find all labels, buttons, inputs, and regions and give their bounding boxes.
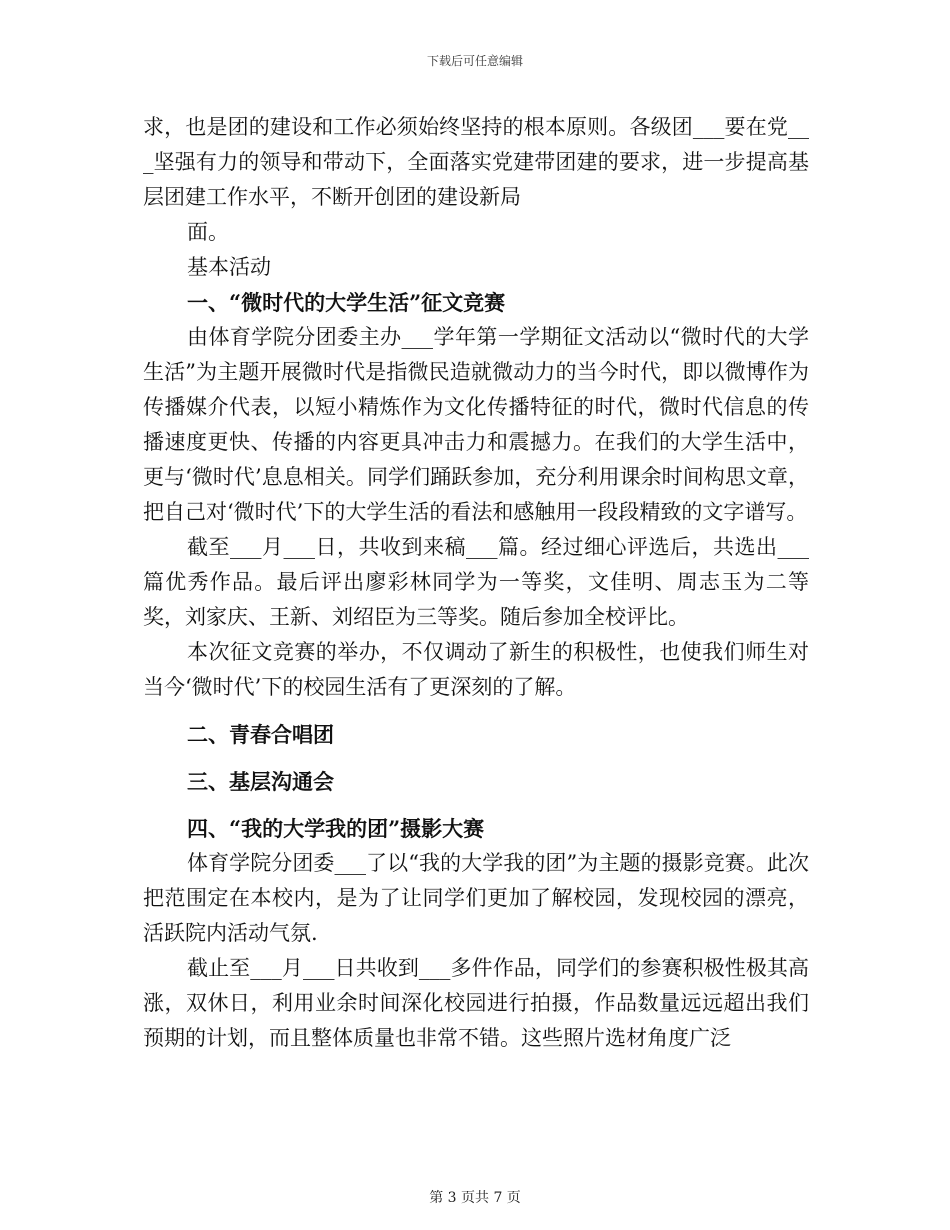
paragraph: 截至___月___日，共收到来稿___篇。经过细心评选后，共选出___篇优秀作品。最后评出廖彩林同学为一等奖，文佳明、周志玉为二等奖，刘家庆、王新、刘绍臣为三等奖。随后参加全校评比。 <box>143 535 809 629</box>
paragraph: 本次征文竞赛的举办，不仅调动了新生的积极性，也使我们师生对当今‘微时代’下的校园生活有了更深刻的了解。 <box>143 640 809 699</box>
paragraph: 截止至___月___日共收到___多件作品，同学们的参赛积极性极其高涨，双休日，利用业余时间深化校园进行拍摄，作品数量远远超出我们预期的计划，而且整体质量也非常不错。这些照片选材角度广泛 <box>143 956 809 1050</box>
paragraph: 由体育学院分团委主办___学年第一学期征文活动以“微时代的大学生活”为主题开展微时代是指微民造就微动力的当今时代，即以微博作为传播媒介代表，以短小精炼作为文化传播特征的时代，微时代信息的传播速度更快、传播的内容更具冲击力和震撼力。在我们的大学生活中，更与‘微时代’息息相关。同学们踊跃参加，充分利用课余时间构思文章，把自己对‘微时代’下的大学生活的看法和感触用一段段精致的文字谱写。 <box>143 325 809 524</box>
document-body <box>143 110 809 1056</box>
page-footer: 第 3 页共 7 页 <box>429 1190 521 1206</box>
section-heading: 三、基层沟通会 <box>187 769 334 794</box>
paragraph: 体育学院分团委___了以“我的大学我的团”为主题的摄影竞赛。此次把范围定在本校内，是为了让同学们更加了解校园，发现校园的漂亮，活跃院内活动气氛. <box>143 851 809 945</box>
paragraph-continuation: 求，也是团的建设和工作必须始终坚持的根本原则。各级团___要在党___坚强有力的领导和带动下，全面落实党建带团建的要求，进一步提高基层团建工作水平，不断开创团的建设新局 <box>143 115 809 209</box>
section-heading: 二、青春合唱团 <box>187 722 334 747</box>
paragraph: 面。 <box>187 220 229 244</box>
section-heading: 四、“我的大学我的团”摄影大赛 <box>187 816 485 841</box>
section-heading: 一、“微时代的大学生活”征文竞赛 <box>187 290 506 315</box>
section-label: 基本活动 <box>187 255 271 279</box>
page-header: 下载后可任意编辑 <box>426 54 523 68</box>
